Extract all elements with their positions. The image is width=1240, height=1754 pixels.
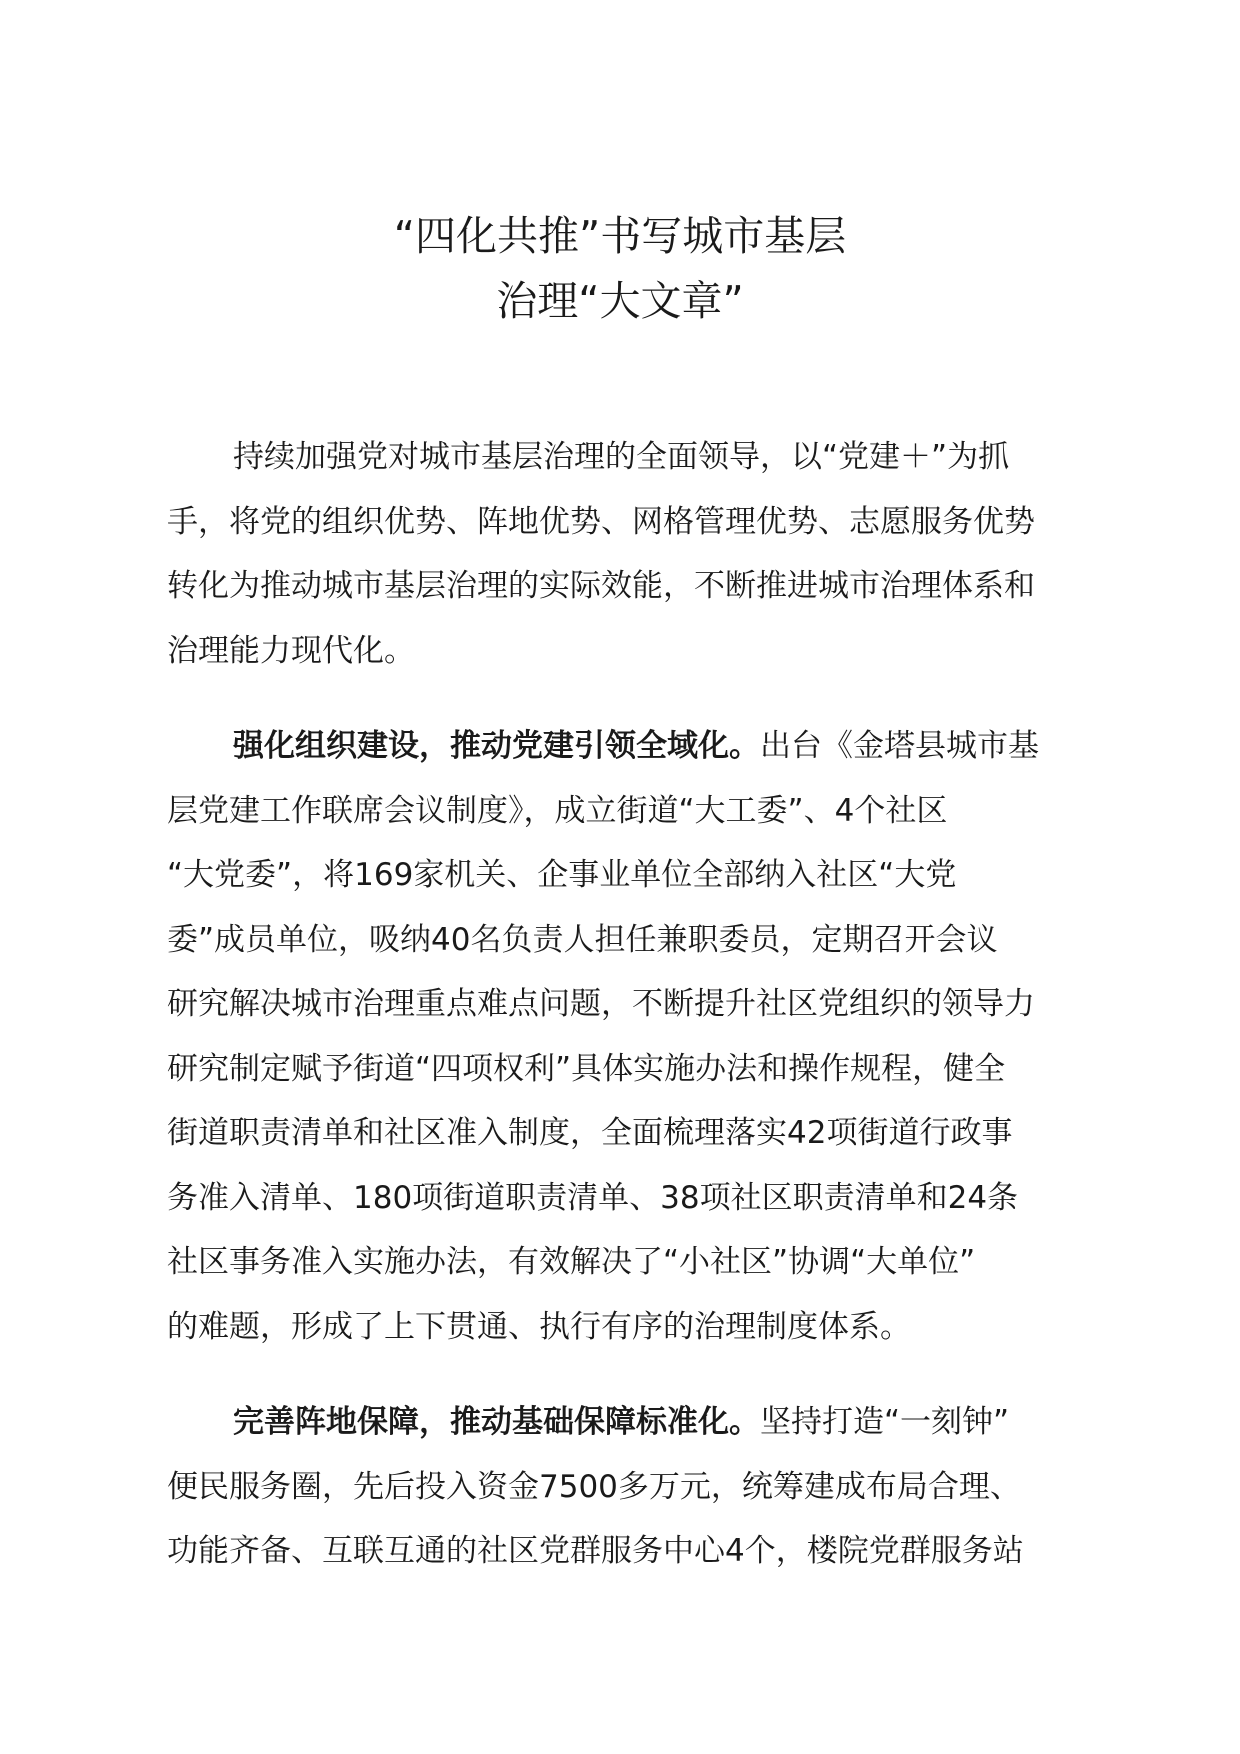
paragraph-line: “大党委”，将169家机关、企事业单位全部纳入社区“大党 bbox=[167, 857, 957, 893]
paragraph-line: 层党建工作联席会议制度》，成立街道“大工委”、4个社区 bbox=[167, 792, 948, 829]
paragraph-line: 街道职责清单和社区准入制度，全面梳理落实42项街道行政事 bbox=[167, 1115, 1013, 1151]
paragraph-infrastructure bbox=[167, 1390, 1097, 1584]
paragraph-line: 社区事务准入实施办法，有效解决了“小社区”协调“大单位” bbox=[167, 1244, 976, 1280]
paragraph-line-text: 坚持打造“一刻钟” bbox=[760, 1404, 1010, 1440]
paragraph-line: 持续加强党对城市基层治理的全面领导，以“党建＋”为抓 bbox=[233, 439, 1010, 475]
document-title-line-2: 治理“大文章” bbox=[496, 277, 744, 325]
paragraph-line: 研究解决城市治理重点难点问题，不断提升社区党组织的领导力 bbox=[167, 986, 1035, 1022]
paragraph-line: 治理能力现代化。 bbox=[167, 632, 415, 669]
paragraph-line: 便民服务圈，先后投入资金7500多万元，统筹建成布局合理、 bbox=[167, 1468, 1021, 1505]
paragraph-line-text: 出台《金塔县城市基 bbox=[760, 728, 1039, 764]
paragraph-line: 务准入清单、180项街道职责清单、38项社区职责清单和24条 bbox=[167, 1179, 1019, 1216]
document-title-line-1: “四化共推”书写城市基层 bbox=[393, 212, 847, 260]
paragraph-line: 手，将党的组织优势、阵地优势、网格管理优势、志愿服务优势 bbox=[167, 503, 1035, 540]
paragraph-intro bbox=[167, 425, 1097, 683]
paragraph-lead-heading: 强化组织建设，推动党建引领全域化。 bbox=[233, 728, 760, 764]
paragraph-lead-heading: 完善阵地保障，推动基础保障标准化。 bbox=[233, 1404, 760, 1440]
paragraph-first-line bbox=[167, 1390, 1097, 1455]
paragraph-line: 委”成员单位，吸纳40名负责人担任兼职委员，定期召开会议 bbox=[167, 921, 998, 958]
paragraph-first-line bbox=[167, 714, 1097, 779]
paragraph-line: 的难题，形成了上下贯通、执行有序的治理制度体系。 bbox=[167, 1308, 911, 1345]
paragraph-organization bbox=[167, 714, 1097, 1359]
paragraph-line: 转化为推动城市基层治理的实际效能，不断推进城市治理体系和 bbox=[167, 568, 1035, 604]
paragraph-line: 功能齐备、互联互通的社区党群服务中心4个，楼院党群服务站 bbox=[167, 1533, 1024, 1569]
paragraph-line: 研究制定赋予街道“四项权利”具体实施办法和操作规程，健全 bbox=[167, 1050, 1006, 1087]
